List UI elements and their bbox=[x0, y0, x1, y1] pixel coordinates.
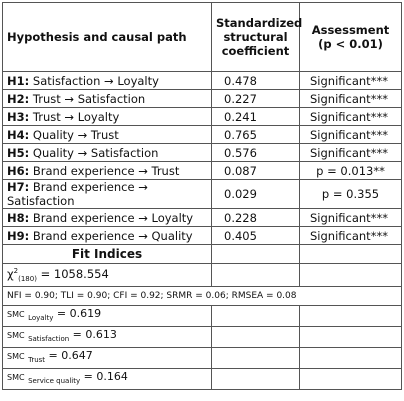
assessment-cell: Significant*** bbox=[300, 72, 402, 90]
table-row bbox=[3, 180, 402, 209]
smc-cell bbox=[3, 306, 212, 327]
hypothesis-id: H7: bbox=[7, 180, 30, 194]
hypothesis-cell bbox=[3, 90, 212, 108]
causal-path: Brand experience → Satisfaction bbox=[7, 180, 148, 208]
fit-indices-header-row bbox=[3, 245, 402, 264]
smc-cell bbox=[3, 369, 212, 390]
coefficient-cell: 0.765 bbox=[212, 126, 300, 144]
header-coefficient bbox=[212, 3, 303, 72]
coefficient-cell: 0.576 bbox=[212, 144, 300, 162]
hypothesis-id: H3: bbox=[7, 109, 30, 124]
causal-path: Brand experience → Trust bbox=[32, 163, 180, 178]
hypothesis-cell bbox=[3, 72, 212, 90]
smc-value: = 0.613 bbox=[69, 328, 117, 342]
chi-value: = 1058.554 bbox=[36, 266, 109, 281]
header-assessment-title: Assessment bbox=[311, 23, 390, 37]
assessment-cell: Significant*** bbox=[300, 227, 402, 245]
table-row bbox=[3, 126, 402, 144]
hypothesis-cell bbox=[3, 108, 212, 126]
smc-row bbox=[3, 369, 402, 390]
smc-construct: Satisfaction bbox=[28, 335, 70, 344]
smc-cell bbox=[3, 348, 212, 369]
hypothesis-cell bbox=[3, 227, 212, 245]
header-coefficient-line: Standardized bbox=[216, 16, 303, 30]
table-row bbox=[3, 162, 402, 180]
table-row bbox=[3, 209, 402, 227]
causal-path: Brand experience → Loyalty bbox=[32, 210, 194, 225]
table-row bbox=[3, 108, 402, 126]
hypothesis-cell bbox=[3, 180, 212, 209]
causal-path: Satisfaction → Loyalty bbox=[32, 73, 159, 88]
assessment-cell: p = 0.355 bbox=[300, 180, 402, 209]
header-coefficient-line: coefficient bbox=[221, 44, 290, 58]
hypothesis-cell bbox=[3, 144, 212, 162]
hypothesis-cell bbox=[3, 126, 212, 144]
hypothesis-id: H5: bbox=[7, 145, 30, 160]
fit-statistics-row bbox=[3, 287, 402, 306]
hypothesis-id: H6: bbox=[7, 163, 30, 178]
smc-row bbox=[3, 348, 402, 369]
empty-cell bbox=[300, 327, 402, 348]
coefficient-cell: 0.241 bbox=[212, 108, 300, 126]
assessment-cell: p = 0.013** bbox=[300, 162, 402, 180]
smc-row bbox=[3, 327, 402, 348]
hypothesis-cell bbox=[3, 209, 212, 227]
smc-cell bbox=[3, 327, 212, 348]
fit-indices-title: Fit Indices bbox=[3, 245, 212, 264]
fit-statistics: NFI = 0.90; TLI = 0.90; CFI = 0.92; SRMR = 0.06; RMSEA = 0.08 bbox=[3, 287, 402, 306]
coefficient-cell: 0.227 bbox=[212, 90, 300, 108]
chi-square-cell bbox=[3, 264, 212, 287]
empty-cell bbox=[300, 306, 402, 327]
chi-square-row bbox=[3, 264, 402, 287]
empty-cell bbox=[212, 348, 300, 369]
chi-symbol: χ bbox=[7, 266, 14, 281]
causal-path: Brand experience → Quality bbox=[32, 228, 193, 243]
header-assessment bbox=[300, 3, 402, 72]
assessment-cell: Significant*** bbox=[300, 108, 402, 126]
smc-label: SMC bbox=[7, 352, 25, 362]
chi-df: (180) bbox=[18, 275, 37, 284]
empty-cell bbox=[300, 348, 402, 369]
assessment-cell: Significant*** bbox=[300, 90, 402, 108]
empty-cell bbox=[212, 306, 300, 327]
coefficient-cell: 0.478 bbox=[212, 72, 300, 90]
header-assessment-threshold: (p < 0.01) bbox=[318, 37, 383, 51]
table-row bbox=[3, 90, 402, 108]
assessment-cell: Significant*** bbox=[300, 126, 402, 144]
causal-path: Trust → Satisfaction bbox=[32, 91, 146, 106]
smc-value: = 0.619 bbox=[53, 307, 102, 321]
hypothesis-cell bbox=[3, 162, 212, 180]
hypothesis-id: H2: bbox=[7, 91, 30, 106]
hypothesis-id: H8: bbox=[7, 210, 30, 225]
causal-path: Quality → Satisfaction bbox=[32, 145, 159, 160]
table-row bbox=[3, 227, 402, 245]
assessment-cell: Significant*** bbox=[300, 144, 402, 162]
hypothesis-id: H1: bbox=[7, 73, 30, 88]
hypothesis-id: H4: bbox=[7, 127, 30, 142]
header-coefficient-line: structural bbox=[223, 30, 288, 44]
causal-path: Quality → Trust bbox=[32, 127, 119, 142]
smc-row bbox=[3, 306, 402, 327]
empty-cell bbox=[300, 264, 402, 287]
empty-cell bbox=[300, 245, 402, 264]
smc-label: SMC bbox=[7, 331, 25, 341]
empty-cell bbox=[212, 369, 300, 390]
smc-value: = 0.164 bbox=[80, 370, 128, 384]
table-row bbox=[3, 144, 402, 162]
empty-cell bbox=[212, 245, 300, 264]
causal-path: Trust → Loyalty bbox=[32, 109, 120, 124]
empty-cell bbox=[212, 264, 300, 287]
smc-label: SMC bbox=[7, 310, 25, 320]
empty-cell bbox=[212, 327, 300, 348]
smc-label: SMC bbox=[7, 373, 25, 383]
coefficient-cell: 0.405 bbox=[212, 227, 300, 245]
table-row bbox=[3, 72, 402, 90]
header-hypothesis: Hypothesis and causal path bbox=[3, 3, 212, 72]
empty-cell bbox=[300, 369, 402, 390]
smc-construct: Loyalty bbox=[28, 314, 54, 323]
coefficient-cell: 0.228 bbox=[212, 209, 300, 227]
coefficient-cell: 0.029 bbox=[212, 180, 300, 209]
assessment-cell: Significant*** bbox=[300, 209, 402, 227]
chi-superscript: 2 bbox=[13, 267, 19, 275]
results-table bbox=[2, 2, 402, 390]
smc-construct: Service quality bbox=[28, 377, 81, 386]
coefficient-cell: 0.087 bbox=[212, 162, 300, 180]
smc-value: = 0.647 bbox=[45, 349, 93, 363]
header-row bbox=[3, 3, 402, 72]
smc-construct: Trust bbox=[28, 356, 46, 365]
hypothesis-id: H9: bbox=[7, 228, 30, 243]
